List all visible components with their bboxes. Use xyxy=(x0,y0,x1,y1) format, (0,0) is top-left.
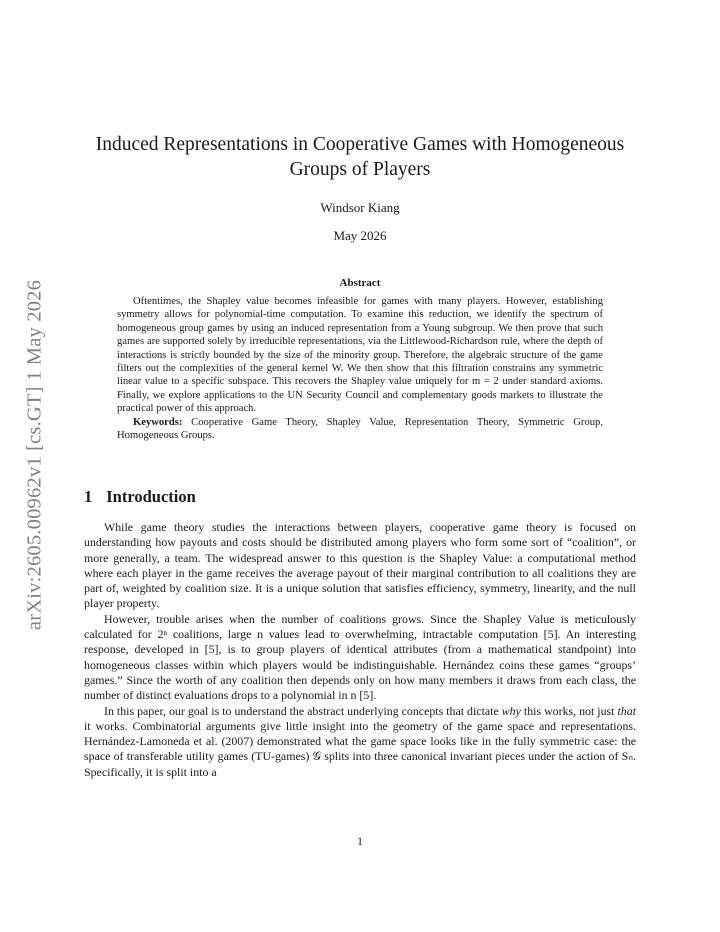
paragraph-2-power: 2ⁿ xyxy=(157,627,168,642)
author-name: Windsor Kiang xyxy=(320,200,400,215)
paragraph-3-part-c: it works. Combinatorial arguments give little insight into the geometry of the game space and representations. Hernández-Lamoneda et al. (2007) demonstrated what the game space looks like in the fully symmetric case: the space of transferable utility games (TU-games) 𝒢 splits into three canonical invariant pieces under the action of Sₙ. Specifically, it is split into a xyxy=(84,718,636,779)
paragraph-2 xyxy=(84,612,636,704)
paragraph-3-part-a: In this paper, our goal is to understand the abstract underlying concepts that dictate xyxy=(104,703,502,718)
paragraph-2-part-b: coalitions, large n values lead to overwhelming, intractable computation [5]. An interesting response, developed in [5], is to group players of identical attributes (from a mathematical standpoint) into homogeneous classes within which players would be indistinguishable. Hernández coins these games “groups’ games.” Since the worth of any coalition then depends only on how many members it draws from each class, the number of distinct evaluations drops to a polynomial in n [5]. xyxy=(84,627,637,703)
paper-title xyxy=(84,132,636,182)
introduction-body xyxy=(84,520,636,780)
keywords-label: Keywords: xyxy=(133,416,183,428)
paragraph-3-why: why xyxy=(501,703,521,718)
section-title: Introduction xyxy=(106,487,196,506)
keywords xyxy=(117,416,603,443)
abstract-heading: Abstract xyxy=(339,277,381,289)
page-number: 1 xyxy=(357,836,363,848)
publication-date: May 2026 xyxy=(333,228,387,243)
paragraph-3-part-b: this works, not just xyxy=(520,703,618,718)
section-number: 1 xyxy=(84,487,93,506)
paragraph-3 xyxy=(84,704,636,780)
title-line-1: Induced Representations in Cooperative Games with Homogeneous xyxy=(95,134,625,155)
paragraph-2-part-a: However, trouble arises when the number of coalitions grows. Since the Shapley Value is meticulously calculated for xyxy=(84,611,636,642)
abstract-body xyxy=(117,295,603,442)
paragraph-1: While game theory studies the interactions between players, cooperative game theory is focused on understanding how payouts and costs should be distributed among players who form some sort of “coalition”, or more generally, a team. The widespread answer to this question is the Shapley Value: a computational method where each player in the game receives the average payout of their marginal contribution to all coalitions they are part of, weighted by coalition size. It is a unique solution that satisfies efficiency, symmetry, linearity, and the null player property. xyxy=(84,520,636,611)
arxiv-identifier-stamp[interactable]: arXiv:2605.00962v1 [cs.GT] 1 May 2026 xyxy=(23,279,46,631)
abstract-text: Oftentimes, the Shapley value becomes infeasible for games with many players. However, establishing symmetry allows for polynomial-time computation. To examine this reduction, we identify the spectrum of homogeneous group games by using an induced representation from a Young subgroup. We then prove that such games are supported solely by irreducible representations, via the Littlewood-Richardson rule, where the depth of interactions is strictly bounded by the size of the minority group. Therefore, the algebraic structure of the game filters out the complexities of the general kernel W. We then show that this filtration constrains any symmetric linear value to a specific subspace. This recovers the Shapley value uniquely for m = 2 under standard axioms. Finally, we explore applications to the UN Security Council and complementary goods markets to illustrate the practical power of this approach. xyxy=(117,296,603,415)
section-heading xyxy=(84,487,196,507)
keywords-text: Cooperative Game Theory, Shapley Value, Representation Theory, Symmetric Group, Homogeneous Groups. xyxy=(117,416,603,442)
title-line-2: Groups of Players xyxy=(289,159,431,180)
paragraph-3-that: that xyxy=(617,703,636,718)
